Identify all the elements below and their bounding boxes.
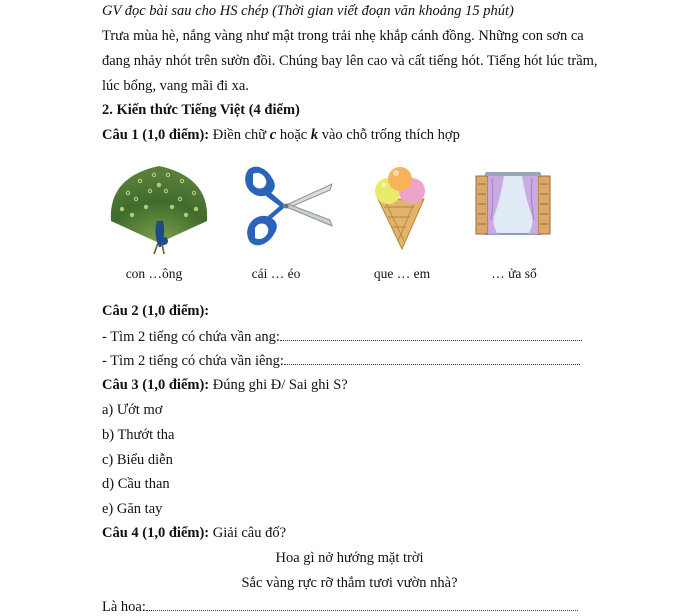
q2-line-2-text: - Tìm 2 tiếng có chứa vần iêng: <box>102 353 284 369</box>
answer-blank[interactable] <box>280 328 582 341</box>
q4-answer-line <box>102 598 578 616</box>
q4-label: Câu 4 (1,0 điểm): <box>102 525 210 541</box>
q1-line <box>102 126 460 144</box>
peacock-picture <box>108 163 210 255</box>
caption-peacock: con …ông <box>125 266 183 281</box>
intro-line: GV đọc bài sau cho HS chép (Thời gian viết đoạn văn khoảng 15 phút) <box>102 3 514 19</box>
q1-text-b: hoặc <box>276 127 311 143</box>
scissors-blade-bottom <box>284 204 332 226</box>
q3-item-d: d) Cầu than <box>102 476 170 492</box>
window-picture <box>474 170 552 238</box>
ice-cream-picture <box>370 163 432 251</box>
riddle-line-1: Hoa gì nở hướng mặt trời <box>275 550 424 566</box>
caption-window: … ửa sổ <box>491 266 537 281</box>
scissors-picture <box>238 160 334 252</box>
q4-answer-label: Là hoa: <box>102 599 146 615</box>
window-shutter-left <box>476 176 488 234</box>
scissors-handle-bottom <box>247 216 277 245</box>
q1-letter-k: k <box>310 127 319 143</box>
q2-line-1-text: - Tìm 2 tiếng có chứa vần ang: <box>102 329 280 345</box>
q1-letter-c: c <box>269 127 277 143</box>
q2-line-2 <box>102 352 580 370</box>
scissors-handle-top <box>245 167 275 196</box>
section2-title: 2. Kiến thức Tiếng Việt (4 điểm) <box>102 102 300 118</box>
passage-line-1: Trưa mùa hè, nắng vàng như mật trong trải nhẹ khắp cánh đồng. Những con sơn ca <box>102 28 584 44</box>
q3-item-a: a) Ướt mơ <box>102 402 163 418</box>
answer-blank[interactable] <box>146 598 578 611</box>
passage-line-2: đang nhảy nhót trên sườn đồi. Chúng bay lên cao và cất tiếng hót. Tiếng hót lúc trầm, <box>102 53 598 69</box>
q3-item-c: c) Biểu diễn <box>102 452 173 468</box>
q1-text-c: vào chỗ trống thích hợp <box>318 127 460 143</box>
q3-text: Đúng ghi Đ/ Sai ghi S? <box>209 377 348 393</box>
caption-ice-cream: que … em <box>373 266 431 281</box>
ice-cream-cone <box>378 199 424 249</box>
q3-item-e: e) Găn tay <box>102 501 163 517</box>
q3-line <box>102 376 348 394</box>
ice-cream-scoop-orange <box>388 167 412 191</box>
q1-label: Câu 1 (1,0 điểm): <box>102 127 210 143</box>
q1-text-a: Điền chữ <box>209 127 270 143</box>
caption-scissors: cái … éo <box>251 266 301 281</box>
answer-blank[interactable] <box>284 352 580 365</box>
passage-line-3: lúc bổng, vang mãi đi xa. <box>102 78 249 94</box>
q2-line-1 <box>102 328 582 346</box>
q3-item-b: b) Thướt tha <box>102 427 175 443</box>
window-shutter-right <box>538 176 550 234</box>
riddle-line-2: Sắc vàng rực rỡ thắm tươi vườn nhà? <box>241 575 458 591</box>
q2-label: Câu 2 (1,0 điểm): <box>102 303 210 319</box>
q4-text: Giải câu đố? <box>209 525 287 541</box>
q3-label: Câu 3 (1,0 điểm): <box>102 377 210 393</box>
q4-line <box>102 524 286 542</box>
scissors-blade-top <box>284 184 332 208</box>
